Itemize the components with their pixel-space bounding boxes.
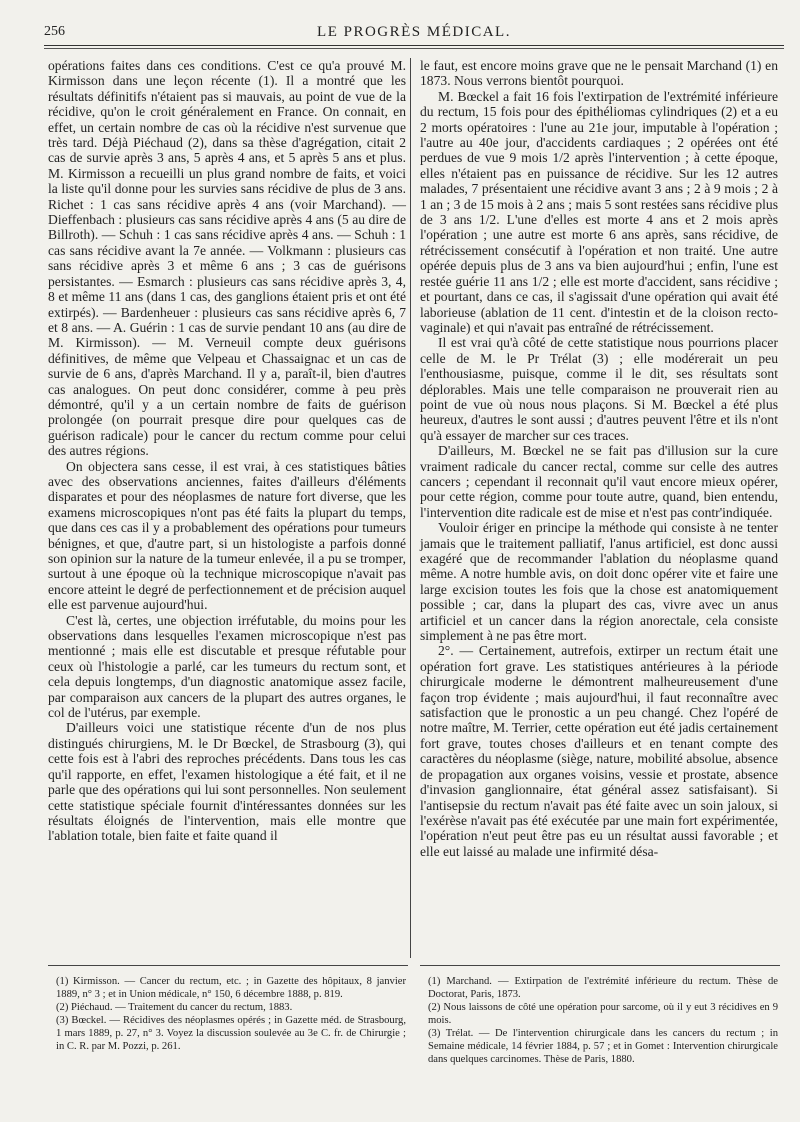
footnotes-right <box>428 975 778 1066</box>
paragraph: 2°. — Certainement, autrefois, extirper un rectum était une opération fort grave. Les statistiques antérieures à la période chirurgicale moderne le démontrent malheureusement d'une façon trop évidente ; mais aujourd'hui, il faut reconnaître avec satisfaction que le pronostic a un peu changé. Chez l'opéré de notre maître, M. Terrier, cette opération eut été jadis certainement fort grave, toutes choses d'ailleurs et en tenant compte des caractères du néoplasme (siège, nature, mobilité absolue, absence de propagation aux organes voisins, vessie et prostate, absence d'invasion ganglionnaire, état général assez satisfaisant). Si l'antisepsie du rectum n'avait pas été faite avec un soin jaloux, si l'exérèse n'avait pas été exécutée par une main fort expérimentée, l'opération n'eut peut être pas eu un résultat aussi favorable ; et elle eut laissé au malade une infirmité désa- <box>420 643 778 859</box>
paragraph: Vouloir ériger en principe la méthode qui consiste à ne tenter jamais que le traitement palliatif, l'anus artificiel, est donc aussi exagéré que de recommander l'ablation du néoplasme quand même. A notre humble avis, on doit donc opérer vite et faire une large excision toutes les fois que la chose est anatomiquement possible ; car, dans la plupart des cas, vivre avec un anus artificiel et un cancer dans la région anorectale, cela consiste simplement à ne pas être mort. <box>420 520 778 644</box>
footnote-rule <box>420 965 780 966</box>
paragraph: D'ailleurs, M. Bœckel ne se fait pas d'illusion sur la cure vraiment radicale du cancer rectal, comme sur celle des autres cancers ; cependant il reconnait qu'il vaut encore mieux opérer, pour cette région, comme pour toute autre, quand, bien entendu, l'intervention dite radicale est de mise et n'est pas contr'indiquée. <box>420 443 778 520</box>
left-column <box>48 58 406 844</box>
header-rule-thin <box>44 48 784 49</box>
page-number: 256 <box>44 24 65 39</box>
header-rule <box>44 45 784 46</box>
footnotes-left <box>56 975 406 1053</box>
footnote: (2) Piéchaud. — Traitement du cancer du rectum, 1883. <box>56 1002 293 1013</box>
paragraph: C'est là, certes, une objection irréfutable, du moins pour les observations dans lesquelles l'examen microscopique n'est pas mentionné ; mais elle est discutable et presque réfutable pour ceux où l'histologie a parlé, car les tumeurs du rectum sont, et cela depuis longtemps, d'un diagnostic anatomique assez facile, par comparaison aux cancers de la plupart des autres organes, le col de l'utérus, par exemple. <box>48 612 406 721</box>
paragraph: le faut, est encore moins grave que ne le pensait Marchand (1) en 1873. Nous verrons bientôt pourquoi. <box>420 58 778 89</box>
footnote-rule <box>48 965 408 966</box>
footnote: (3) Bœckel. — Récidives des néoplasmes opérés ; in Gazette méd. de Strasbourg, 1 mars 1889, p. 27, n° 3. Voyez la discussion soulevée au 3e C. fr. de Chirurgie ; in C. R. par M. Pozzi, p. 261. <box>56 1015 406 1052</box>
paragraph: Il est vrai qu'à côté de cette statistique nous pourrions placer celle de M. le Pr Trélat (3) ; elle modérerait un peu l'enthousiasme, puisque, comme il le dit, ses résultats sont déplorables. Mais une telle comparaison ne prouverait rien au point de vue où nous nous plaçons. Si M. Bœckel a été plus heureux, d'autres le sont aussi ; d'autres peuvent l'être et ils n'ont qu'à essayer de marcher sur ces traces. <box>420 335 778 443</box>
page-header <box>44 22 784 44</box>
paragraph: On objectera sans cesse, il est vrai, à ces statistiques bâties avec des observations anciennes, faites d'ailleurs d'éléments disparates et pour des néoplasmes de nature fort diverse, que les examens microscopiques n'ont pas été faits la plupart du temps, que dans ces cas il y a probablement des opérations pour tumeurs bénignes, et que, d'autre part, si un histologiste a parfois donné son opinion sur la nature de la tumeur enlevée, il a pu se tromper, surtout à une époque où la technique microscopique n'avait pas encore atteint le degré de perfectionnement et de précision auquel elle est parvenue aujourd'hui. <box>48 458 406 613</box>
footnote: (1) Marchand. — Extirpation de l'extrémité inférieure du rectum. Thèse de Doctorat, Paris, 1873. <box>428 976 778 1000</box>
journal-title: LE PROGRÈS MÉDICAL. <box>317 24 511 40</box>
paragraph: opérations faites dans ces conditions. C'est ce qu'a prouvé M. Kirmisson dans une leçon récente (1). Il a montré que les résultats définitifs n'étaient pas si mauvais, au point de vue de la récidive, qu'on le croit généralement en France. On connait, en effet, un certain nombre de cas où la récidive n'est survenue que très tard. Déjà Piéchaud (2), dans sa thèse d'agrégation, citait 2 cas de survie après 3 ans, 5 après 4 ans, et 5 après 5 ans et plus. M. Kirmisson a recueilli un plus grand nombre de faits, et voici la liste qu'il donne pour les survies sans récidive de plus de 3 ans. Richet : 1 cas sans récidive après 4 ans (voir Marchand). — Dieffenbach : plusieurs cas sans récidive après 4 ans (5 au dire de Billroth). — Schuh : 1 cas sans récidive après 4 ans. — Schuh : 1 cas sans récidive avant la 7e année. — Volkmann : plusieurs cas sans récidive après 3 et même 6 ans ; 3 cas de guérisons persistantes. — Esmarch : plusieurs cas sans récidive après 3, 4, 8 et même 11 ans (dans 1 cas, des ganglions étaient pris et ont été extirpés). — Bardenheuer : plusieurs cas sans récidive après 6, 7 et 8 ans. — A. Guérin : 1 cas de survie pendant 10 ans (au dire de M. Kirmisson). — M. Verneuil compte deux guérisons définitives, de même que Velpeau et Chassaignac et un cas de survie de 6 ans, d'après Marchand. Il y a, paraît-il, bien d'autres cas analogues. On peut donc considérer, comme à peu près démontré, qu'il y a un certain nombre de faits de guérison prolongée (on pourrait presque dire pour quelques cas de guérison radicale) pour le cancer du rectum comme pour celui des autres régions. <box>48 58 406 459</box>
column-divider <box>410 58 411 958</box>
footnote: (1) Kirmisson. — Cancer du rectum, etc. ; in Gazette des hôpitaux, 8 janvier 1889, n° 3 ; et in Union médicale, n° 150, 6 décembre 1888, p. 819. <box>56 976 406 1000</box>
footnote: (3) Trélat. — De l'intervention chirurgicale dans les cancers du rectum ; in Semaine médicale, 14 février 1884, p. 57 ; et in Gomet : Intervention chirurgicale dans quelques carcinomes. Thèse de Paris, 1880. <box>428 1028 778 1065</box>
paragraph: D'ailleurs voici une statistique récente d'un de nos plus distingués chirurgiens, M. le Dr Bœckel, de Strasbourg (3), qui cette fois est à l'abri des reproches précédents. Dans tous les cas qu'il rapporte, en effet, l'examen histologique a été fait, et il ne parle que des opérations qui lui sont personnelles. Non seulement cette statistique spéciale fournit d'intéressantes données sur les résultats éloignés de l'intervention, mais elle montre que l'ablation totale, bien faite et faite quand il <box>48 720 406 844</box>
footnote: (2) Nous laissons de côté une opération pour sarcome, où il y eut 3 récidives en 9 mois. <box>428 1002 778 1026</box>
right-column <box>420 58 778 859</box>
paragraph: M. Bœckel a fait 16 fois l'extirpation de l'extrémité inférieure du rectum, 15 fois pour des épithéliomas cylindriques (2) et a eu 2 morts opératoires : l'une au 21e jour, imputable à l'opération ; l'autre au 40e jour, d'accidents cardiaques ; 2 opérées ont été perdues de vue 9 mois 1/2 après l'intervention ; à cette époque, elles n'étaient pas en puissance de récidive. Sur les 12 autres malades, 7 présentaient une récidive avant 3 ans ; 2 à 9 mois ; 2 à 1 an ; 3 de 15 mois à 2 ans ; mais 5 sont restées sans récidive plus de 3 ans 1/2. L'une d'elles est morte 4 ans et 2 mois après l'opération ; une autre est morte 6 ans après, sans récidive, de rétrécissement consécutif à l'opération et non traité. Une autre opérée depuis plus de 3 ans va bien aujourd'hui ; enfin, l'une est restée guérie 11 ans 1/2 ; elle est morte d'accident, sans récidive ; et pourtant, dans ce cas, il s'agissait d'une opération qui avait été laborieuse (ablation de 11 cent. d'intestin et de la cloison recto-vaginale) et qui n'avait pas entraîné de rétrécissement. <box>420 88 778 335</box>
